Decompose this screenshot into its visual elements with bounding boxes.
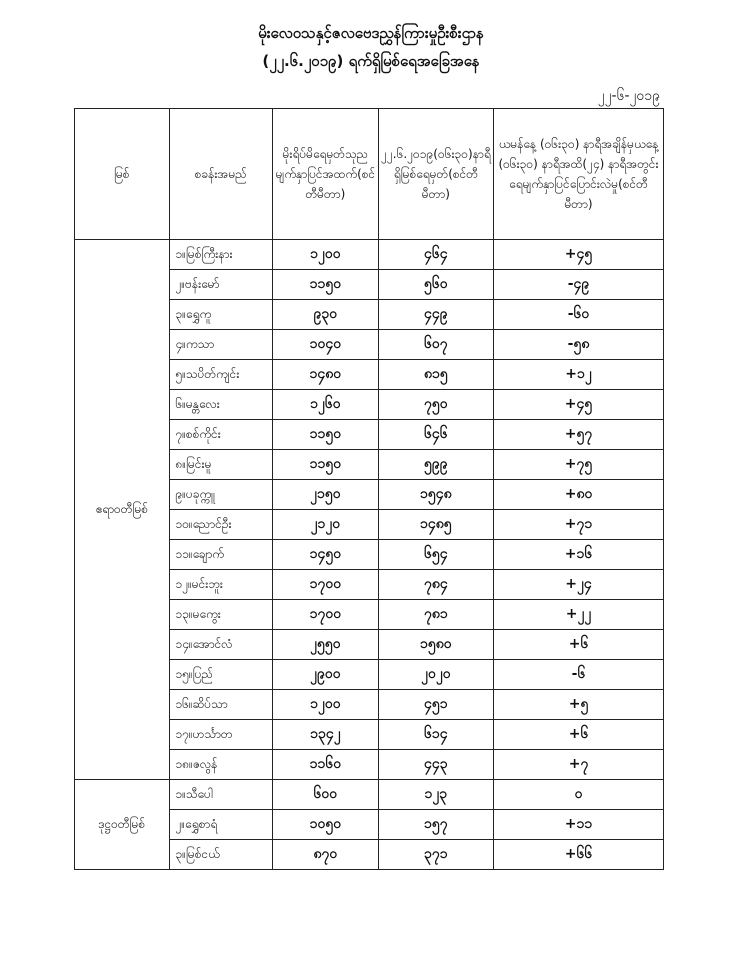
water-level-cell: ၆၅၄ [378, 540, 493, 570]
document-title: မိုးလေဝသနှင့်ဇလဗေဒညွှန်ကြားမှုဦးစီးဌာန [258, 24, 484, 42]
water-level-cell: ၆၄၆ [378, 420, 493, 450]
level-change-cell: +၇၁ [494, 510, 664, 540]
table-body [75, 240, 664, 870]
station-name-cell: ၁၄။အောင်လံ [169, 630, 273, 660]
danger-level-cell: ၁၂၀၀ [273, 690, 379, 720]
station-name-cell: ၁၈။ဇလွန် [169, 750, 273, 780]
station-name-cell: ၇။စစ်ကိုင်း [169, 420, 273, 450]
danger-level-cell: ၁၀၅၀ [273, 810, 379, 840]
level-change-cell: +၂၄ [494, 570, 664, 600]
station-name-cell: ၁၆။ဆိပ်သာ [169, 690, 273, 720]
level-change-cell: +၇၅ [494, 450, 664, 480]
level-change-cell: +၂၂ [494, 600, 664, 630]
water-level-cell: ၁၅၈၀ [378, 630, 493, 660]
level-change-cell: +၄၅ [494, 240, 664, 270]
station-name-cell: ၉။ပခုက္ကူ [169, 480, 273, 510]
level-change-cell: -၆၀ [494, 300, 664, 330]
column-header-danger-level: မိုးရိပ်မိရေမှတ်သုညမျက်နှာပြင်အထက်(စင်တီမီတာ) [273, 109, 379, 240]
water-level-cell: ၁၅၇ [378, 810, 493, 840]
station-name-cell: ၁။မြစ်ကြီးနား [169, 240, 273, 270]
water-level-cell: ၄၄၃ [378, 750, 493, 780]
station-name-cell: ၁။သီပေါ [169, 780, 273, 810]
station-name-cell: ၃။ရွှေကူ [169, 300, 273, 330]
danger-level-cell: ၁၃၄၂ [273, 720, 379, 750]
danger-level-cell: ၁၇၀၀ [273, 570, 379, 600]
level-change-cell: +၆ [494, 630, 664, 660]
level-change-cell: +၇ [494, 750, 664, 780]
level-change-cell: +၅၇ [494, 420, 664, 450]
water-level-cell: ၆၀၇ [378, 330, 493, 360]
danger-level-cell: ၁၁၅၀ [273, 450, 379, 480]
danger-level-cell: ၁၇၀၀ [273, 600, 379, 630]
level-change-cell: +၁၂ [494, 360, 664, 390]
danger-level-cell: ၆၀၀ [273, 780, 379, 810]
station-name-cell: ၅။သပိတ်ကျင်း [169, 360, 273, 390]
danger-level-cell: ၁၄၈၀ [273, 360, 379, 390]
level-change-cell: +၆ [494, 720, 664, 750]
danger-level-cell: ၁၂၆၀ [273, 390, 379, 420]
report-date: ၂၂-၆-၂၀၁၉ [597, 88, 660, 104]
level-change-cell: -၄၉ [494, 270, 664, 300]
station-name-cell: ၁၁။ချောက် [169, 540, 273, 570]
document-subtitle: (၂၂.၆.၂၀၁၉) ရက်ရှိမြစ်ရေအခြေအနေ [262, 52, 480, 70]
station-name-cell: ၂။ဗန်းမော် [169, 270, 273, 300]
level-change-cell: ၀ [494, 780, 664, 810]
table-row [75, 780, 664, 810]
water-level-cell: ၃၇၁ [378, 840, 493, 870]
water-level-cell: ၇၈၁ [378, 600, 493, 630]
danger-level-cell: ၁၂၀၀ [273, 240, 379, 270]
level-change-cell: +၁၆ [494, 540, 664, 570]
level-change-cell: +၅ [494, 690, 664, 720]
water-level-cell: ၆၁၄ [378, 720, 493, 750]
column-header-station: စခန်းအမည် [169, 109, 273, 240]
water-level-cell: ၇၈၄ [378, 570, 493, 600]
station-name-cell: ၆။မန္တလေး [169, 390, 273, 420]
level-change-cell: +၈၀ [494, 480, 664, 510]
table-row [75, 240, 664, 270]
danger-level-cell: ၁၀၄၀ [273, 330, 379, 360]
river-level-table [74, 108, 664, 870]
station-name-cell: ၁၃။မကွေး [169, 600, 273, 630]
danger-level-cell: ၂၁၂၀ [273, 510, 379, 540]
table-header-row [75, 109, 664, 240]
water-level-cell: ၇၅၀ [378, 390, 493, 420]
column-header-water-level: ၂၂.၆.၂၀၁၉(၀၆း၃၀)နာရီရှိမြစ်ရေမှတ်(စင်တီမီတာ) [378, 109, 493, 240]
water-level-cell: ၄၆၄ [378, 240, 493, 270]
river-name-cell: ဒုဋ္ဌဝတီမြစ် [75, 780, 170, 870]
danger-level-cell: ၁၁၅၀ [273, 420, 379, 450]
level-change-cell: +၁၁ [494, 810, 664, 840]
water-level-cell: ၁၄၈၅ [378, 510, 493, 540]
station-name-cell: ၂။ရွှေစာရံ [169, 810, 273, 840]
level-change-cell: -၅၈ [494, 330, 664, 360]
station-name-cell: ၁၀။ညောင်ဦး [169, 510, 273, 540]
column-header-river: မြစ် [75, 109, 170, 240]
danger-level-cell: ၁၁၆၀ [273, 750, 379, 780]
danger-level-cell: ၈၇၀ [273, 840, 379, 870]
station-name-cell: ၁၅။ပြည် [169, 660, 273, 690]
danger-level-cell: ၁၁၅၀ [273, 270, 379, 300]
station-name-cell: ၈။မြင်းမူ [169, 450, 273, 480]
level-change-cell: +၄၅ [494, 390, 664, 420]
danger-level-cell: ၁၄၅၀ [273, 540, 379, 570]
water-level-cell: ၅၆၀ [378, 270, 493, 300]
water-level-cell: ၁၂၃ [378, 780, 493, 810]
danger-level-cell: ၂၁၅၀ [273, 480, 379, 510]
danger-level-cell: ၂၉၀၀ [273, 660, 379, 690]
level-change-cell: +၆၆ [494, 840, 664, 870]
water-level-cell: ၂၀၂၀ [378, 660, 493, 690]
station-name-cell: ၁၇။ဟင်္သာတ [169, 720, 273, 750]
station-name-cell: ၄။ကသာ [169, 330, 273, 360]
danger-level-cell: ၂၅၅၀ [273, 630, 379, 660]
water-level-cell: ၅၉၉ [378, 450, 493, 480]
level-change-cell: -၆ [494, 660, 664, 690]
station-name-cell: ၃။မြစ်ငယ် [169, 840, 273, 870]
column-header-24h-change: ယမန်နေ့ (၀၆း၃၀) နာရီအချိန်မှယနေ့ (၀၆း၃၀) နာရီအထိ(၂၄) နာရီအတွင်းရေမျက်နှာပြင်ပြောင်းလဲမှု(စင်တီမီတာ) [494, 109, 664, 240]
water-level-cell: ၁၅၄၈ [378, 480, 493, 510]
water-level-cell: ၄၅၁ [378, 690, 493, 720]
danger-level-cell: ၉၃၀ [273, 300, 379, 330]
station-name-cell: ၁၂။မင်းဘူး [169, 570, 273, 600]
water-level-cell: ၄၄၉ [378, 300, 493, 330]
water-level-cell: ၈၁၅ [378, 360, 493, 390]
river-name-cell: ဧရာဝတီမြစ် [75, 240, 170, 780]
